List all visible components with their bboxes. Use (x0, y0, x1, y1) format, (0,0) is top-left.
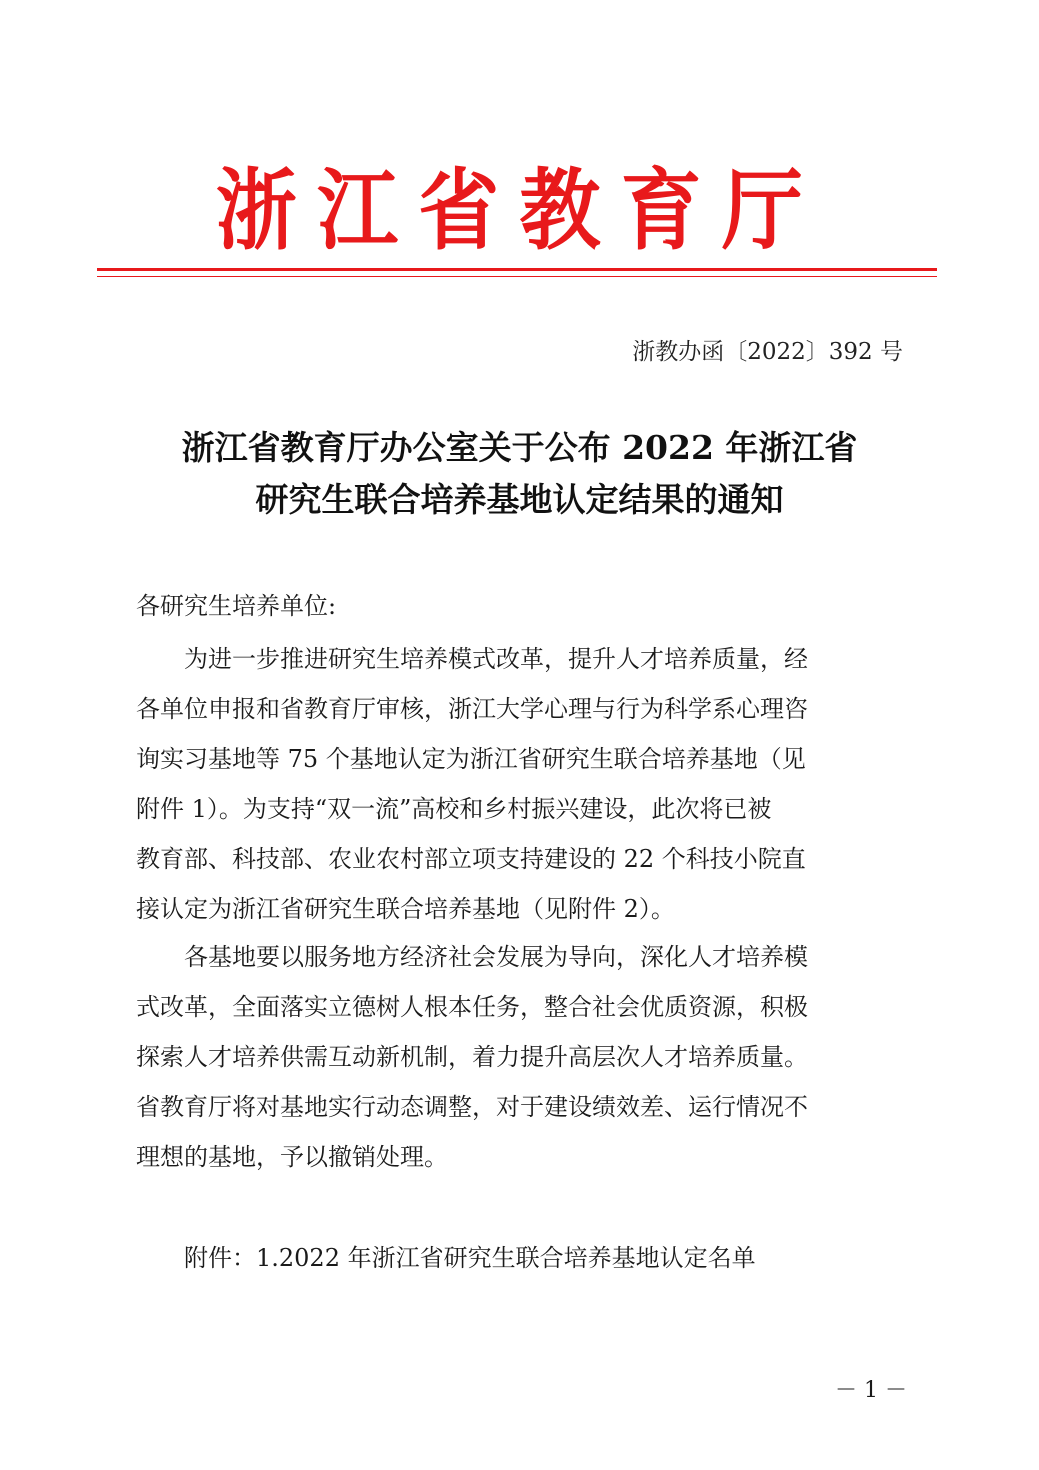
paragraph-line: 询实习基地等 75 个基地认定为浙江省研究生联合培养基地（见 (136, 745, 806, 773)
paragraph-line: 式改革，全面落实立德树人根本任务，整合社会优质资源，积极 (136, 993, 808, 1021)
paragraph-line: 附件 1）。为支持“双一流”高校和乡村振兴建设，此次将已被 (136, 795, 772, 823)
paragraph-line: 各基地要以服务地方经济社会发展为导向，深化人才培养模 (184, 943, 808, 971)
paragraph-line: 接认定为浙江省研究生联合培养基地（见附件 2）。 (136, 895, 675, 923)
paragraph-line: 为进一步推进研究生培养模式改革，提升人才培养质量，经 (184, 645, 808, 673)
red-divider-thick (97, 268, 937, 271)
paragraph-line: 理想的基地，予以撤销处理。 (136, 1143, 448, 1171)
paragraph-line: 省教育厅将对基地实行动态调整，对于建设绩效差、运行情况不 (136, 1093, 808, 1121)
page-number: － 1 － (835, 1378, 907, 1403)
paragraph-1 (136, 634, 904, 934)
attachment-note: 附件：1.2022 年浙江省研究生联合培养基地认定名单 (184, 1244, 756, 1272)
title-line-1: 浙江省教育厅办公室关于公布 2022 年浙江省 (181, 428, 858, 467)
paragraph-line: 各单位申报和省教育厅审核，浙江大学心理与行为科学系心理咨 (136, 695, 808, 723)
document-title (0, 422, 1039, 526)
paragraph-line: 探索人才培养供需互动新机制，着力提升高层次人才培养质量。 (136, 1043, 808, 1071)
issuer-masthead: 浙江省教育厅 (215, 158, 824, 262)
red-divider-thin (97, 276, 937, 277)
paragraph-2 (136, 932, 904, 1182)
document-number: 浙教办函〔2022〕392 号 (632, 339, 903, 365)
salutation: 各研究生培养单位: (136, 592, 337, 620)
paragraph-line: 教育部、科技部、农业农村部立项支持建设的 22 个科技小院直 (136, 845, 806, 873)
title-line-2: 研究生联合培养基地认定结果的通知 (255, 480, 784, 519)
